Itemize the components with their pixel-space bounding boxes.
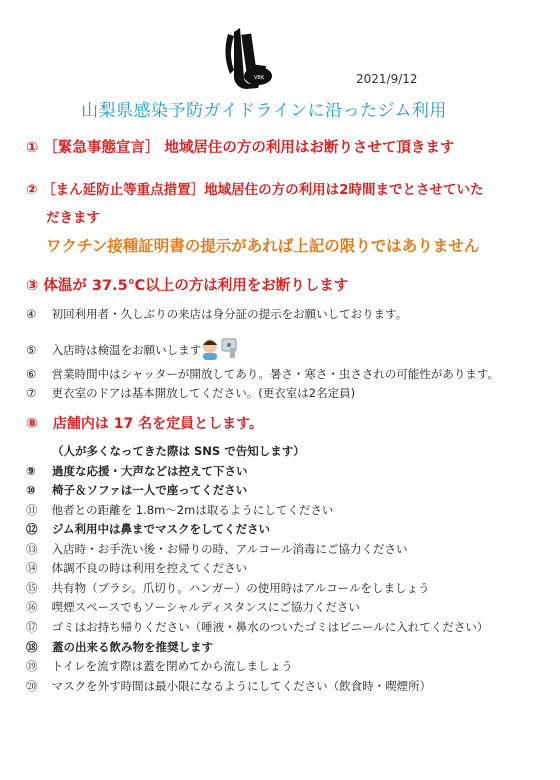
- item-number: ⑪: [26, 503, 38, 517]
- item-text: 他者との距離を 1.8m～2mは取るようにしてください: [51, 503, 334, 517]
- item-number: ⑲: [26, 659, 38, 673]
- item-number: ⑭: [26, 561, 38, 575]
- item-number: ⑨: [26, 464, 36, 478]
- svg-text:VBK: VBK: [254, 75, 265, 81]
- page-title: 山梨県感染予防ガイドラインに沿ったジム利用: [81, 101, 447, 121]
- capacity-note: （人が多くなってきた際は SNS で告知します）: [52, 444, 305, 458]
- item-text: 入店時は検温をお願いします: [51, 343, 202, 357]
- capacity-text: 店舗内は 17 名を定員とします。: [52, 416, 263, 432]
- item-text: トイレを流す際は蓋を閉めてから流しましょう: [51, 659, 293, 673]
- item-number: ⑳: [26, 679, 38, 693]
- item-number: ⑫: [26, 522, 38, 536]
- item-text: 更衣室のドアは基本開放してください。(更衣室は2名定員): [51, 386, 356, 400]
- item-number: ⑱: [26, 640, 38, 654]
- item-text: ゴミはお持ち帰りください（唾液・鼻水のついたゴミはビニールに入れてください）: [51, 620, 489, 634]
- item-number: ⑯: [26, 600, 38, 614]
- item-number: ④: [26, 307, 37, 321]
- list-item: [26, 619, 488, 635]
- item-text: 共有物（ブラシ。爪切り。ハンガー）の使用時はアルコールをしましょう: [51, 581, 430, 595]
- list-item: [26, 658, 293, 674]
- item-2: [26, 178, 484, 198]
- list-item: [26, 541, 407, 557]
- item-3-number: ③: [26, 278, 39, 294]
- vaccine-note: ワクチン接種証明書の提示があれば上記の限りではありません: [46, 237, 480, 255]
- item-1-number: ①: [26, 140, 39, 156]
- item-text: 初回利用者・久しぶりの来店は身分証の提示をお願いしております。: [51, 307, 408, 321]
- item-text: マスクを外す時間は最小限になるようにしてください（飲食時・喫煙所）: [51, 679, 432, 693]
- gym-logo: [214, 24, 276, 90]
- list-item: [26, 342, 201, 358]
- item-text: 営業時間中はシャッターが開放してあり。暑さ・寒さ・虫さされの可能性があります。: [51, 367, 500, 381]
- item-3-text: 体温が 37.5℃以上の方は利用をお断りします: [43, 278, 349, 294]
- list-item: [26, 560, 247, 576]
- list-item: [26, 580, 430, 596]
- item-2-text: ［まん延防止等重点措置］地域居住の方の利用は2時間までとさせていた: [42, 182, 484, 198]
- list-item: [26, 521, 270, 537]
- thermometer-check-icon: [200, 336, 246, 360]
- item-2-continued: だきます: [46, 210, 100, 226]
- list-item: [26, 599, 360, 615]
- list-item: [26, 639, 213, 655]
- item-text: 入店時・お手洗い後・お帰りの時、アルコール消毒にご協力ください: [51, 542, 408, 556]
- item-number: ⑰: [26, 620, 38, 634]
- item-text: 椅子＆ソファは一人で座ってください: [52, 483, 248, 497]
- list-item: [26, 482, 247, 498]
- item-number: ⑧: [26, 416, 38, 432]
- list-item: [26, 678, 431, 694]
- list-item: [26, 463, 248, 479]
- list-item: [26, 385, 355, 401]
- capacity-item: [26, 413, 263, 433]
- item-number: ⑦: [26, 386, 37, 400]
- item-number: ⑬: [26, 542, 38, 556]
- item-number: ⑥: [26, 367, 37, 381]
- item-2-number: ②: [26, 182, 38, 198]
- item-number: ⑤: [26, 343, 37, 357]
- item-text: 喫煙スペースでもソーシャルディスタンスにご協力ください: [51, 600, 360, 614]
- item-1-text: ［緊急事態宣言］ 地域居住の方の利用はお断りさせて頂きます: [43, 140, 455, 156]
- item-text: ジム利用中は鼻までマスクをしてください: [52, 522, 271, 536]
- list-item: [26, 306, 407, 322]
- item-number: ⑮: [26, 581, 38, 595]
- list-item: [26, 502, 333, 518]
- item-3: [26, 274, 348, 295]
- date: 2021/9/12: [356, 72, 418, 86]
- list-item: [26, 366, 499, 382]
- item-text: 蓋の出来る飲み物を推奨します: [52, 640, 214, 654]
- item-1: [26, 136, 454, 157]
- item-number: ⑩: [26, 483, 36, 497]
- item-text: 体調不良の時は利用を控えてください: [51, 561, 248, 575]
- item-text: 過度な応援・大声などは控えて下さい: [52, 464, 248, 478]
